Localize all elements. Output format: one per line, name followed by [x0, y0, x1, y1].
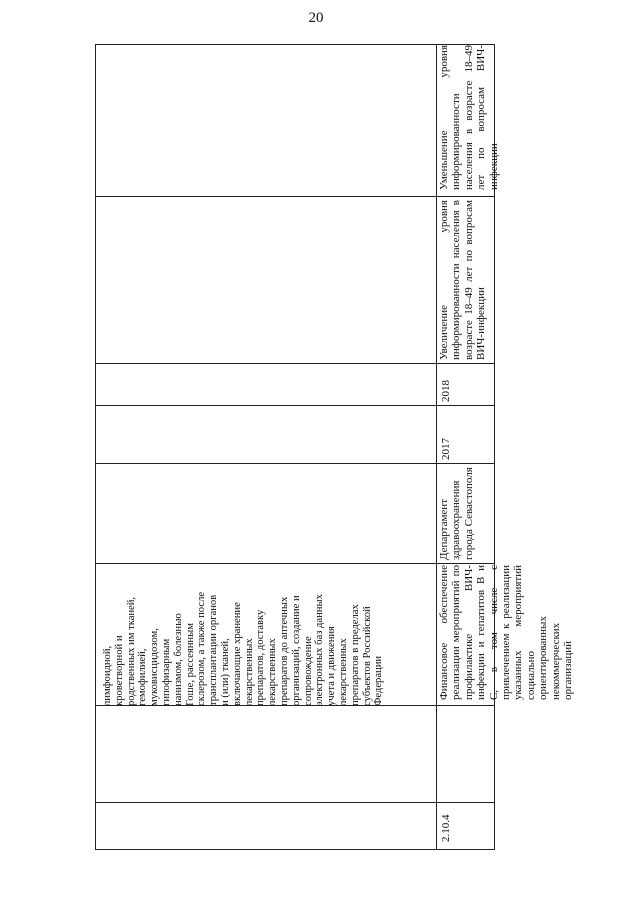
measures-continuation-text	[102, 566, 385, 706]
row-number-cell	[440, 806, 460, 842]
table-row-divider-executor	[95, 463, 495, 464]
measures-continuation-line: включающие хранение	[231, 602, 243, 706]
measures-continuation-line: лимфоидной,	[102, 645, 113, 706]
measures-continuation-line: лекарственных	[243, 638, 255, 706]
table-row-divider-number	[95, 802, 495, 803]
measures-continuation-line: Гоше, рассеянным	[184, 623, 196, 706]
result-2018-text: Уменьшение уровня информированности населения в возрасте 18–49 лет по вопросам ВИЧ-инфекции	[438, 45, 500, 190]
result-2017-cell	[438, 200, 498, 360]
table-column-divider	[436, 44, 437, 850]
measures-continuation-line: лекарственных	[267, 638, 279, 706]
measures-continuation-line: субъектов Российской	[361, 606, 373, 706]
measures-continuation-line: организаций, создание и	[290, 595, 302, 706]
table-row-divider-end-year	[95, 363, 495, 364]
measures-continuation-line: трансплантации органов	[208, 594, 220, 706]
start-year: 2017	[440, 438, 452, 460]
measures-continuation-line: препаратов в пределах	[349, 604, 361, 706]
measures-continuation-line: муковисцидозом,	[149, 628, 161, 706]
measures-continuation-line: кроветворной и	[113, 635, 125, 706]
measure-text: Финансовое обеспечение реализации мероприятий по профилактике ВИЧ-инфекции и гепатитов В и С, в том числе с привлечением к реализации указанных мероприятий социально ориентированных некоммерческих организаций	[438, 565, 575, 700]
measures-continuation-line: гемофилией,	[137, 648, 149, 706]
measures-continuation-line: лекарственных	[337, 638, 349, 706]
end-year: 2018	[440, 380, 452, 402]
measures-continuation-cell	[102, 566, 436, 706]
measures-continuation-line: гипофизарным	[160, 638, 172, 706]
measure-cell	[438, 565, 578, 700]
table-row-divider-result-2017	[95, 196, 495, 197]
measures-continuation-line: нанизмом, болезнью	[172, 613, 184, 706]
end-year-cell	[440, 366, 460, 402]
table-row-divider-measure	[95, 563, 495, 564]
row-number: 2.10.4	[440, 814, 452, 842]
start-year-cell	[440, 408, 460, 460]
measures-continuation-line: склерозом, а также после	[196, 591, 208, 706]
table-frame	[95, 44, 495, 850]
measures-continuation-line: родственных им тканей,	[125, 596, 137, 706]
measures-continuation-line: и (или) тканей,	[219, 638, 231, 706]
measures-continuation-line: Федерации	[373, 655, 385, 706]
measures-continuation-line: препаратов, доставку	[255, 609, 267, 706]
executor-cell	[438, 465, 498, 560]
measures-continuation-line: электронных баз данных	[314, 594, 326, 706]
measures-continuation-line: учета и движения	[326, 626, 338, 706]
result-2017-text: Увеличение уровня информированности населения в возрасте 18–49 лет по вопросам ВИЧ-инфекции	[438, 200, 488, 360]
measures-continuation-line: сопровождение	[302, 636, 314, 706]
executor-text: Департамент здравоохранения города Севастополя	[438, 467, 475, 560]
result-2018-continuation-cell	[438, 45, 500, 190]
table-row-divider-start-year	[95, 405, 495, 406]
page-number: 20	[308, 10, 324, 26]
measures-continuation-line: препаратов до аптечных	[278, 596, 290, 706]
